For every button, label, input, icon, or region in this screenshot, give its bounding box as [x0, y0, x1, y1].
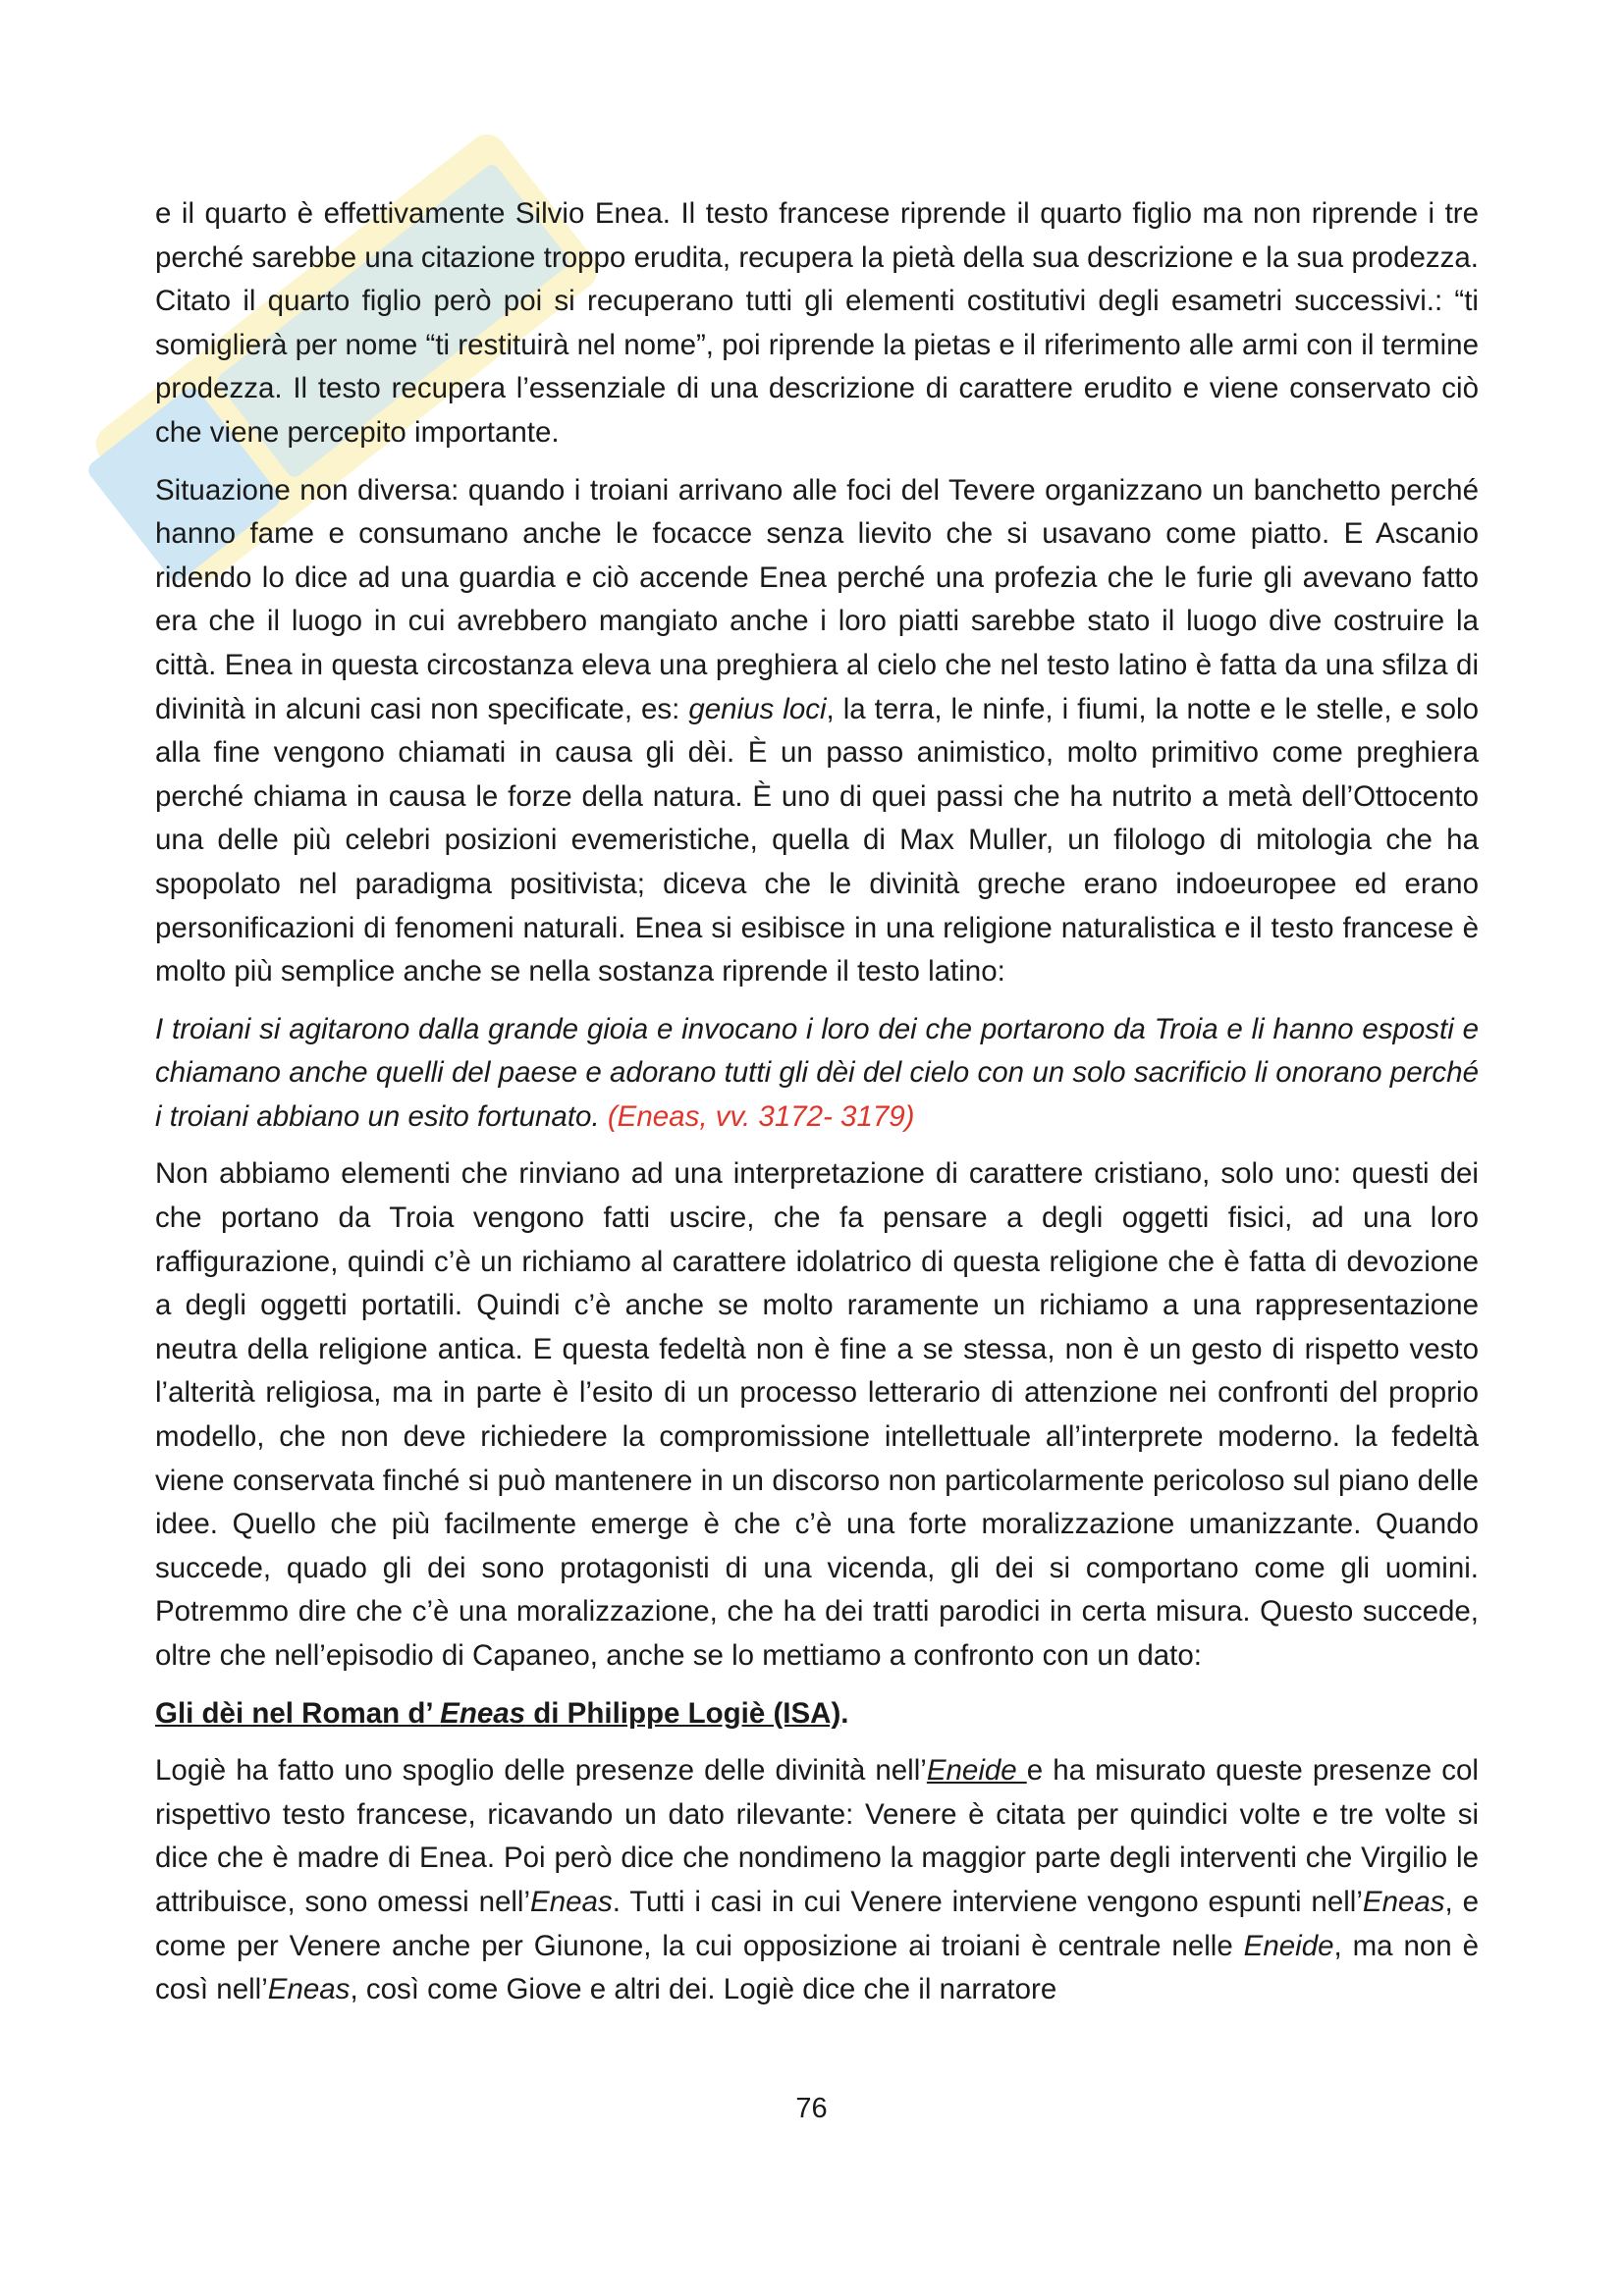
- paragraph-2-text-a: Situazione non diversa: quando i troiani arrivano alle foci del Tevere organizzano un banchetto perché hanno fame e consumano anche le focacce senza lievito che si usavano come piatto. E Ascanio ridendo lo dice ad una guardia e ciò accende Enea perché una profezia che le furie gli avevano fatto era che il luogo in cui avrebbero mangiato anche i loro piatti sarebbe stato il luogo dive costruire la città. Enea in questa circostanza eleva una preghiera al cielo che nel testo latino è fatta da una sfilza di divinità in alcuni casi non specificate, es:: [155, 473, 1479, 725]
- paragraph-4-i1: Eneide: [926, 1754, 1027, 1788]
- quotation-citation: (Eneas, vv. 3172- 3179): [607, 1099, 915, 1133]
- quotation-text: I troiani si agitarono dalla grande gioia e invocano i loro dei che portarono da Troia e li hanno esposti e chiamano anche quelli del paese e adorano tutti gli dèi del cielo con un solo sacrificio li onorano perché i troiani abbiano un esito fortunato.: [155, 1012, 1479, 1133]
- section-heading-line: [155, 1692, 1479, 1736]
- paragraph-4-s1: Logiè ha fatto uno spoglio delle presenze delle divinità nell’: [155, 1754, 927, 1788]
- paragraph-3: Non abbiamo elementi che rinviano ad una interpretazione di carattere cristiano, solo uno: questi dei che portano da Troia vengono fatti uscire, che fa pensare a degli oggetti fisici, ad una loro raffigurazione, quindi c’è un richiamo al carattere idolatrico di questa religione che è fatta di devozione a degli oggetti portatili. Quindi c’è anche se molto raramente un richiamo a una rappresentazione neutra della religione antica. E questa fedeltà non è fine a se stessa, non è un gesto di rispetto vesto l’alterità religiosa, ma in parte è l’esito di un processo letterario di attenzione nei confronti del proprio modello, che non deve richiedere la compromissione intellettuale all’interprete moderno. la fedeltà viene conservata finché si può mantenere in un discorso non particolarmente pericoloso sul piano delle idee. Quello che più facilmente emerge è che c’è una forte moralizzazione umanizzante. Quando succede, quado gli dei sono protagonisti di una vicenda, gli dei si comportano come gli uomini. Potremmo dire che c’è una moralizzazione, che ha dei tratti parodici in certa misura. Questo succede, oltre che nell’episodio di Capaneo, anche se lo mettiamo a confronto con un dato:: [155, 1157, 1479, 1672]
- paragraph-1: e il quarto è effettivamente Silvio Enea. Il testo francese riprende il quarto figlio ma non riprende i tre perché sarebbe una citazione troppo erudita, recupera la pietà della sua descrizione e la sua prodezza. Citato il quarto figlio però poi si recuperano tutti gli elementi costitutivi degli esametri successivi.: “ti somiglierà per nome “ti restituirà nel nome”, poi riprende la pietas e il riferimento alle armi con il termine prodezza. Il testo recupera l’essenziale di una descrizione di carattere erudito e viene conservato ciò che viene percepito importante.: [155, 197, 1479, 449]
- page-number: 76: [795, 2093, 828, 2124]
- section-heading: [155, 1697, 840, 1730]
- paragraph-4-s2: e ha misurato queste presenze col rispettivo testo francese, ricavando un dato rilevante: Venere è citata per quindici volte e tre volte si dice che è madre di Enea. Poi però dice che nondimeno la maggior parte degli interventi che Virgilio le attribuisce, sono omessi nell’: [155, 1754, 1479, 1918]
- paragraph-4-s4: , e come per Venere anche per Giunone, la cui opposizione ai troiani è centrale nelle: [155, 1885, 1479, 1962]
- quotation: [155, 1008, 1479, 1140]
- paragraph-4-s6: , così come Giove e altri dei. Logiè dice che il narratore: [350, 1973, 1057, 2006]
- section-heading-italic: Eneas: [440, 1696, 526, 1730]
- paragraph-4-i5: Eneas: [267, 1973, 351, 2006]
- paragraph-2-italic: genius loci: [688, 692, 827, 725]
- paragraph-2-text-b: , la terra, le ninfe, i fiumi, la notte e le stelle, e solo alla fine vengono chiamati in causa gli dèi. È un passo animistico, molto primitivo come preghiera perché chiama in causa le forze della natura. È uno di quei passi che ha nutrito a metà dell’Ottocento una delle più celebri posizioni evemeristiche, quella di Max Muller, un filologo di mitologia che ha spopolato nel paradigma positivista; diceva che le divinità greche erano indoeuropee ed erano personificazioni di fenomeni naturali. Enea si esibisce in una religione naturalistica e il testo francese è molto più semplice anche se nella sostanza riprende il testo latino:: [155, 692, 1480, 988]
- paragraph-4-i4: Eneide: [1243, 1929, 1334, 1962]
- paragraph-4-s5: , ma non è così nell’: [155, 1929, 1480, 2006]
- paragraph-4-i3: Eneas: [1362, 1885, 1445, 1918]
- section-heading-text-a: Gli dèi nel Roman d’: [155, 1696, 441, 1730]
- paragraph-4: [155, 1749, 1479, 2012]
- section-heading-period: .: [840, 1696, 849, 1730]
- paragraph-2: [155, 469, 1479, 994]
- paragraph-4-i2: Eneas: [530, 1885, 613, 1918]
- section-heading-text-b: di Philippe Logiè (ISA): [525, 1696, 841, 1730]
- paragraph-4-s3: . Tutti i casi in cui Venere interviene vengono espunti nell’: [612, 1885, 1363, 1918]
- document-body: [155, 192, 1479, 2026]
